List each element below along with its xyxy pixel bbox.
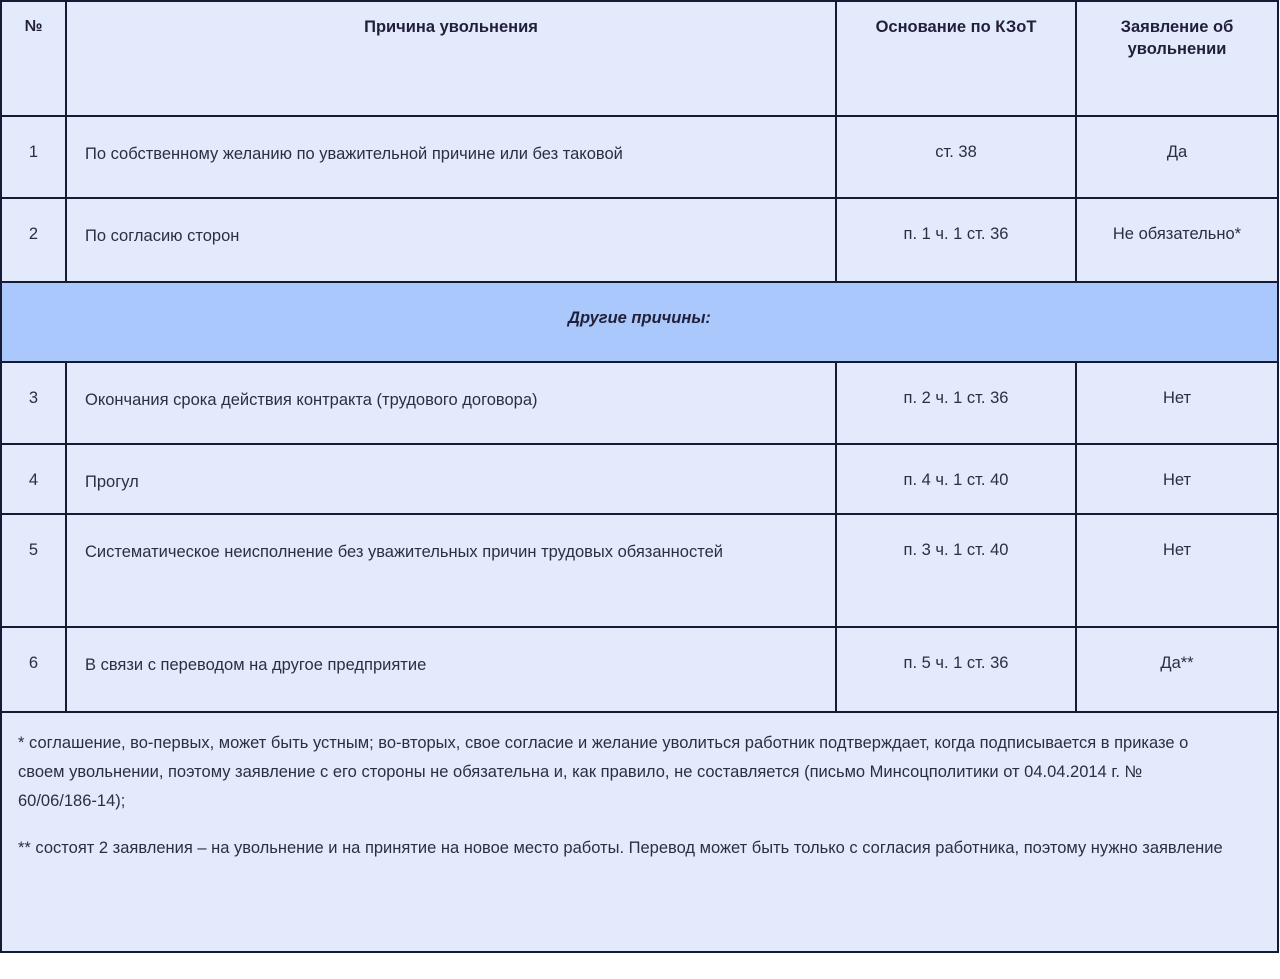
table-row	[1, 362, 1278, 444]
cell-statement: Да**	[1076, 627, 1278, 712]
cell-basis: п. 3 ч. 1 ст. 40	[836, 514, 1076, 627]
cell-basis: п. 5 ч. 1 ст. 36	[836, 627, 1076, 712]
cell-basis: п. 4 ч. 1 ст. 40	[836, 444, 1076, 514]
table-row	[1, 514, 1278, 627]
footnotes-row	[1, 712, 1278, 952]
footnotes-container	[1, 712, 1278, 952]
table-row	[1, 444, 1278, 514]
table-row	[1, 627, 1278, 712]
section-divider-row	[1, 282, 1278, 362]
footnote-double-asterisk: ** состоят 2 заявления – на увольнение и на принятие на новое место работы. Перевод может быть только с согласия работника, поэтому нужно заявление	[18, 838, 1223, 857]
section-divider-label: Другие причины:	[1, 282, 1278, 362]
table-body	[1, 116, 1278, 952]
cell-reason: Систематическое неисполнение без уважительных причин трудовых обязанностей	[66, 514, 836, 627]
cell-reason: В связи с переводом на другое предприятие	[66, 627, 836, 712]
cell-reason: По согласию сторон	[66, 198, 836, 282]
column-header-basis: Основание по КЗоТ	[836, 1, 1076, 116]
cell-reason: По собственному желанию по уважительной причине или без таковой	[66, 116, 836, 198]
cell-reason: Прогул	[66, 444, 836, 514]
cell-statement: Нет	[1076, 444, 1278, 514]
cell-basis: п. 1 ч. 1 ст. 36	[836, 198, 1076, 282]
cell-number: 3	[1, 362, 66, 444]
table-header-row	[1, 1, 1278, 116]
cell-number: 5	[1, 514, 66, 627]
cell-number: 2	[1, 198, 66, 282]
column-header-number: №	[1, 1, 66, 116]
cell-number: 4	[1, 444, 66, 514]
cell-reason: Окончания срока действия контракта (трудового договора)	[66, 362, 836, 444]
cell-number: 6	[1, 627, 66, 712]
table-header	[1, 1, 1278, 116]
cell-statement: Не обязательно*	[1076, 198, 1278, 282]
column-header-reason: Причина увольнения	[66, 1, 836, 116]
cell-number: 1	[1, 116, 66, 198]
table-row	[1, 116, 1278, 198]
cell-statement: Нет	[1076, 362, 1278, 444]
cell-statement: Да	[1076, 116, 1278, 198]
cell-statement: Нет	[1076, 514, 1278, 627]
footnote-single-asterisk: * соглашение, во-первых, может быть устным; во-вторых, свое согласие и желание уволиться работник подтверждает, когда подписывается в приказе о своем увольнении, поэтому заявление с его стороны не обязательна и, как правило, не составляется (письмо Минсоцполитики от 04.04.2014 г. № 60/06/186-14);	[18, 734, 1189, 810]
table-row	[1, 198, 1278, 282]
cell-basis: ст. 38	[836, 116, 1076, 198]
cell-basis: п. 2 ч. 1 ст. 36	[836, 362, 1076, 444]
column-header-statement: Заявление об увольнении	[1076, 1, 1278, 116]
